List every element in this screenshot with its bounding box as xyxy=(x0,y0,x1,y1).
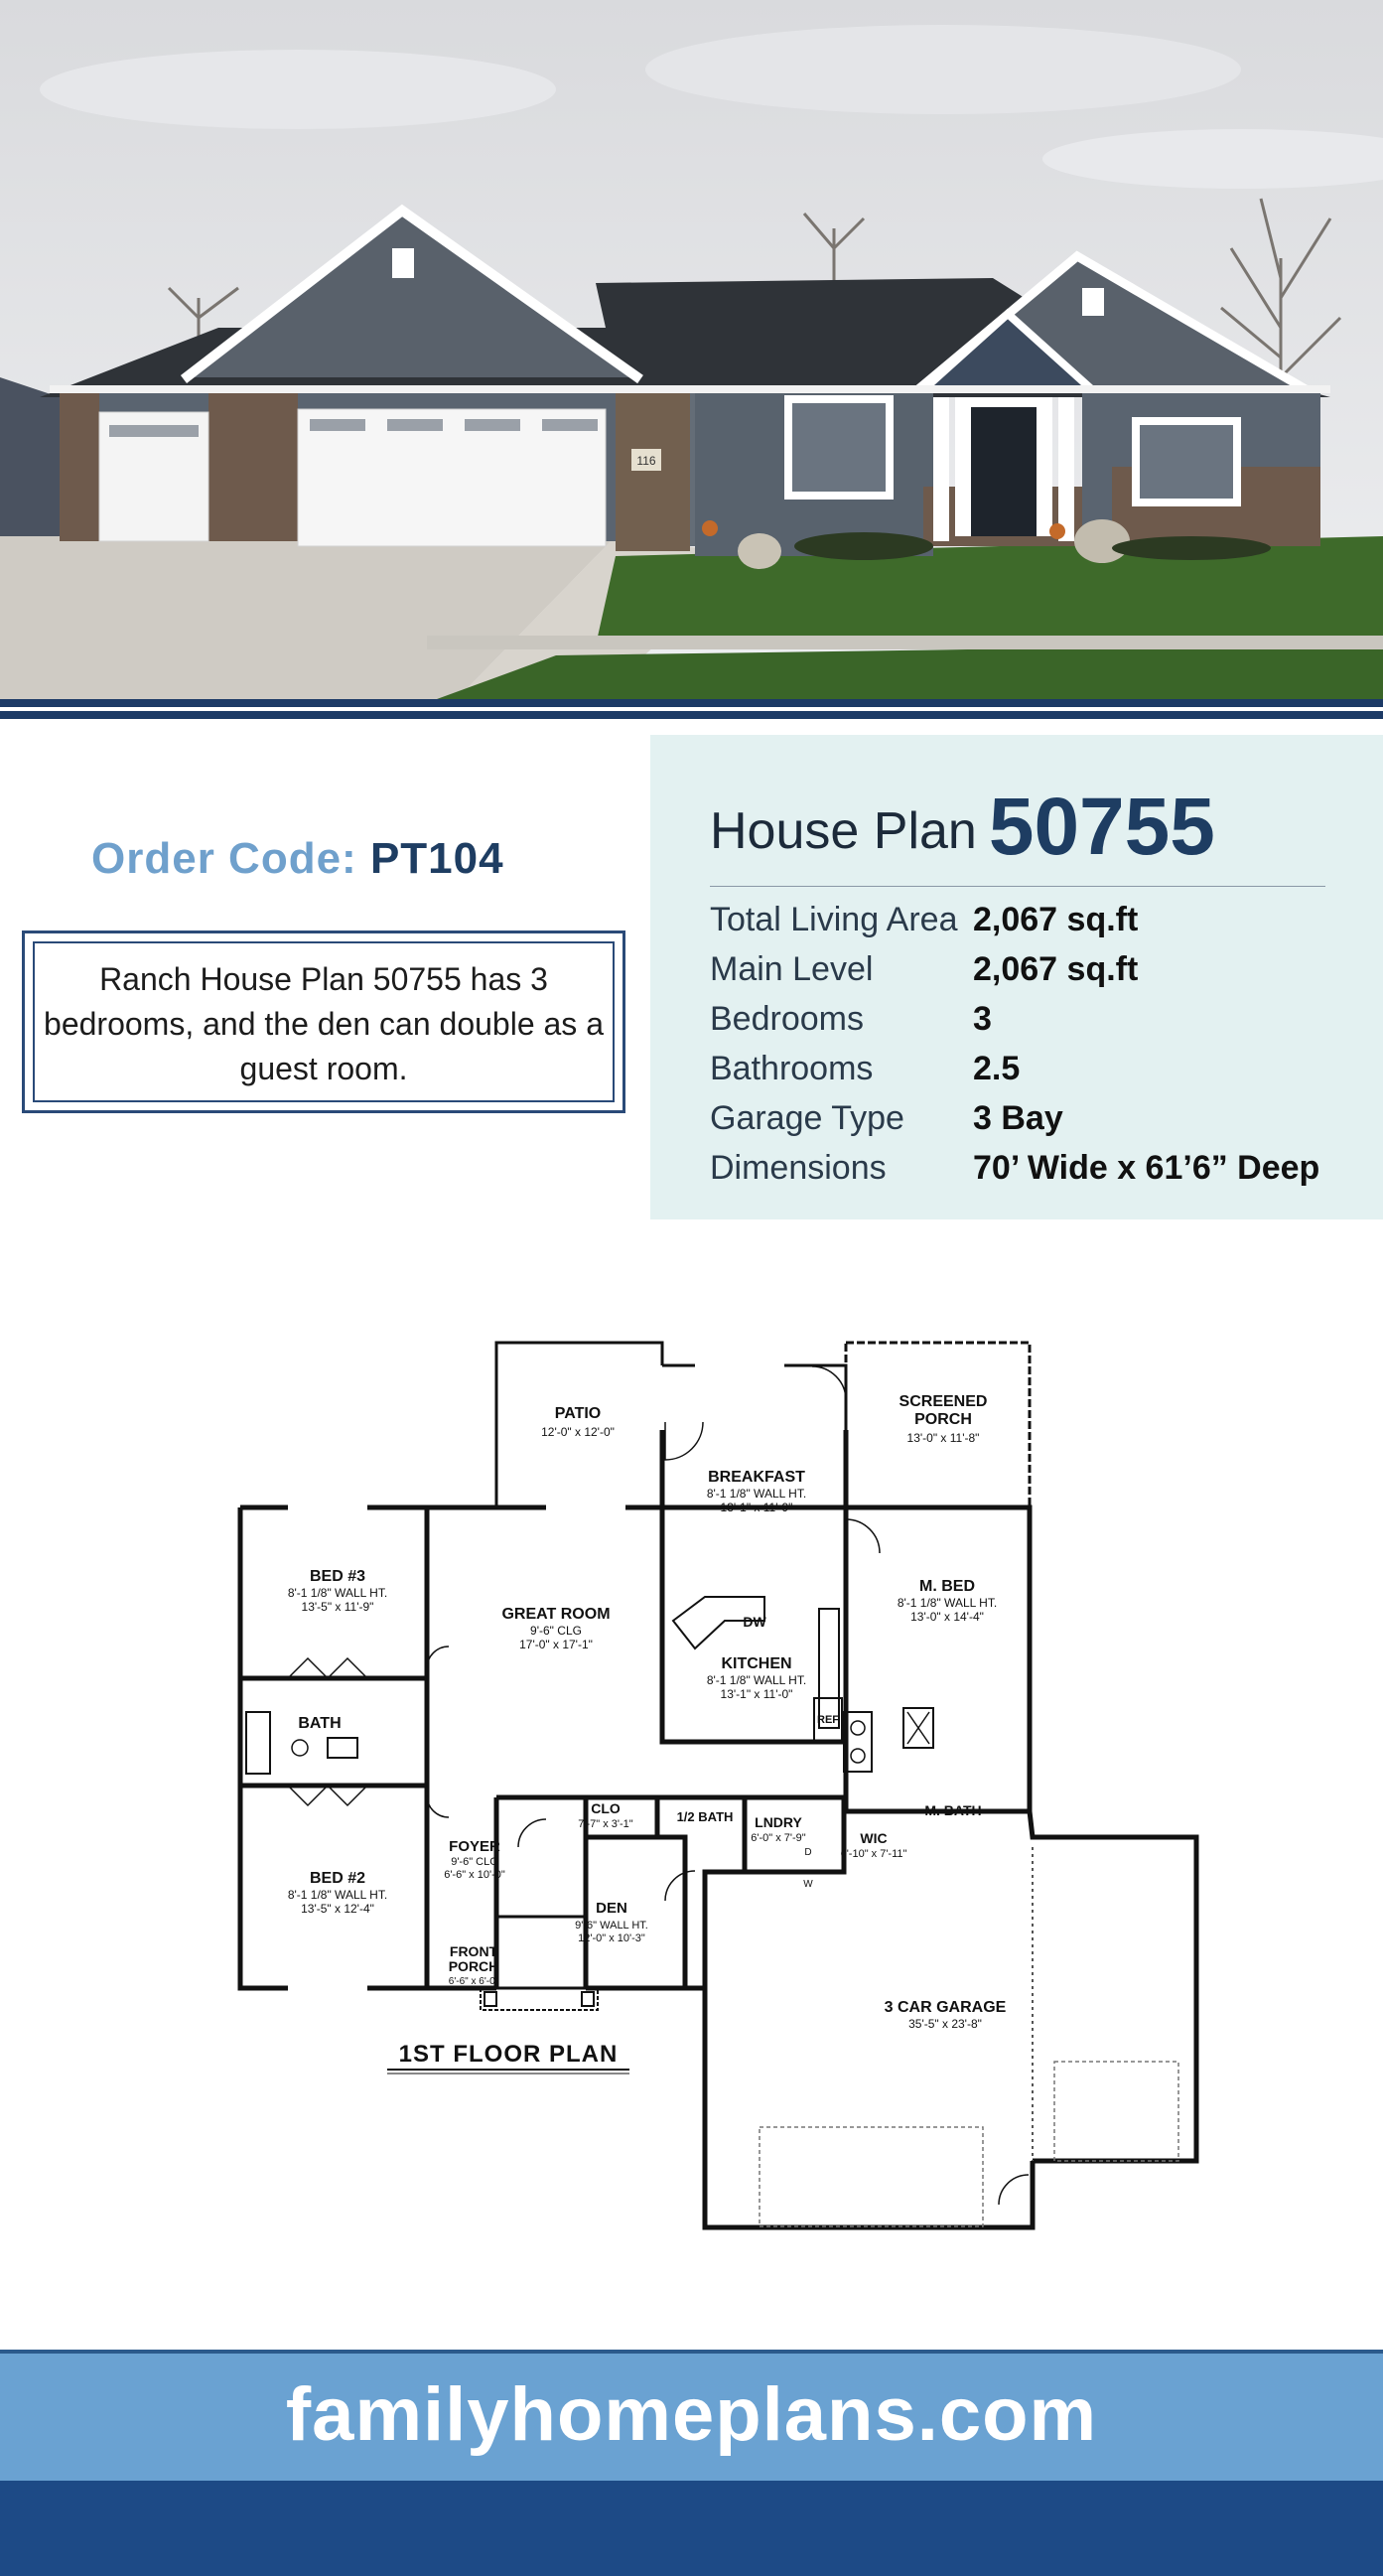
room-closet: CLO xyxy=(591,1800,621,1816)
plan-number: 50755 xyxy=(988,782,1215,872)
room-garage: 3 CAR GARAGE xyxy=(884,1999,1007,2016)
room-wic-dims: 6'-10" x 7'-11" xyxy=(840,1848,907,1860)
room-front-porch-2: PORCH xyxy=(448,1958,499,1974)
room-screened-porch-2: PORCH xyxy=(914,1411,972,1428)
room-screened-porch: SCREENED xyxy=(899,1393,988,1410)
room-den-ht: 9'-6" WALL HT. xyxy=(575,1920,648,1932)
order-code-value: PT104 xyxy=(369,834,504,883)
room-foyer: FOYER xyxy=(449,1838,500,1855)
room-breakfast-dims: 13'-1" x 11'-9" xyxy=(720,1501,793,1514)
room-master-bed-dims: 13'-0" x 14'-4" xyxy=(910,1610,984,1624)
order-code xyxy=(91,834,504,884)
room-closet-dims: 7'-7" x 3'-1" xyxy=(578,1818,633,1830)
room-foyer-dims: 6'-6" x 10'-0" xyxy=(444,1869,505,1881)
kitchen-ref: REF xyxy=(817,1714,839,1726)
room-screened-porch-dims: 13'-0" x 11'-8" xyxy=(906,1431,980,1445)
floor-plan xyxy=(228,1331,1201,2234)
spec-value: 70’ Wide x 61’6” Deep xyxy=(973,1149,1320,1187)
spec-label: Garage Type xyxy=(710,1099,904,1137)
room-breakfast-ht: 8'-1 1/8" WALL HT. xyxy=(706,1487,807,1501)
room-den: DEN xyxy=(596,1900,627,1917)
spec-row xyxy=(710,1050,1345,1097)
footer-banner xyxy=(0,2350,1383,2481)
room-great-room-dims: 17'-0" x 17'-1" xyxy=(519,1638,593,1651)
footer-divider xyxy=(0,2350,1383,2354)
laundry-washer: W xyxy=(803,1879,813,1890)
plan-title xyxy=(710,775,1215,872)
room-foyer-ht: 9'-6" CLG xyxy=(451,1856,498,1868)
spec-label: Bedrooms xyxy=(710,1000,864,1038)
room-great-room-ht: 9'-6" CLG xyxy=(530,1624,582,1638)
laundry-dryer: D xyxy=(804,1847,812,1858)
spec-label: Dimensions xyxy=(710,1149,887,1187)
room-front-porch: FRONT xyxy=(449,1943,498,1959)
spec-label: Total Living Area xyxy=(710,901,958,938)
room-bed2-dims: 13'-5" x 12'-4" xyxy=(301,1902,374,1916)
spec-row xyxy=(710,1149,1345,1197)
room-breakfast: BREAKFAST xyxy=(708,1469,805,1486)
spec-label: Bathrooms xyxy=(710,1050,874,1087)
kitchen-dw: DW xyxy=(743,1614,766,1630)
room-bed3-ht: 8'-1 1/8" WALL HT. xyxy=(287,1586,388,1600)
room-master-bed: M. BED xyxy=(919,1578,975,1595)
description-box xyxy=(22,930,625,1113)
room-bed3: BED #3 xyxy=(309,1568,366,1585)
site-name: familyhomeplans.com xyxy=(285,2372,1098,2457)
room-bed2: BED #2 xyxy=(309,1870,366,1887)
room-patio-dims: 12'-0" x 12'-0" xyxy=(541,1425,615,1439)
room-laundry: LNDRY xyxy=(755,1814,802,1830)
room-bed3-dims: 13'-5" x 11'-9" xyxy=(301,1600,374,1614)
spec-value: 3 xyxy=(973,1000,992,1038)
spec-row xyxy=(710,1099,1345,1147)
spec-value: 2,067 sq.ft xyxy=(973,901,1139,938)
room-bed2-ht: 8'-1 1/8" WALL HT. xyxy=(287,1888,388,1902)
spec-row xyxy=(710,901,1345,948)
room-den-dims: 12'-0" x 10'-3" xyxy=(578,1932,645,1944)
house-number-sign: 116 xyxy=(636,454,656,468)
spec-row xyxy=(710,950,1345,998)
room-great-room: GREAT ROOM xyxy=(501,1606,611,1623)
description-text: Ranch House Plan 50755 has 3 bedrooms, and the den can double as a guest room. xyxy=(44,961,604,1086)
spec-value: 2,067 sq.ft xyxy=(973,950,1139,988)
room-wic: WIC xyxy=(860,1830,888,1846)
room-half-bath: 1/2 BATH xyxy=(676,1809,734,1824)
footer-bar xyxy=(0,2481,1383,2576)
room-kitchen-dims: 13'-1" x 11'-0" xyxy=(720,1687,793,1701)
room-patio: PATIO xyxy=(554,1405,602,1422)
header-divider xyxy=(0,699,1383,721)
room-kitchen-ht: 8'-1 1/8" WALL HT. xyxy=(706,1673,807,1687)
room-garage-dims: 35'-5" x 23'-8" xyxy=(908,2017,982,2031)
room-laundry-dims: 6'-0" x 7'-9" xyxy=(751,1832,806,1844)
spec-label: Main Level xyxy=(710,950,874,988)
spec-value: 3 Bay xyxy=(973,1099,1063,1137)
room-front-porch-dims: 6'-6" x 6'-0" xyxy=(448,1976,499,1987)
divider xyxy=(710,886,1325,887)
room-master-bed-ht: 8'-1 1/8" WALL HT. xyxy=(897,1596,998,1610)
order-code-label: Order Code: xyxy=(91,834,357,883)
room-bath: BATH xyxy=(298,1715,342,1732)
spec-value: 2.5 xyxy=(973,1050,1021,1087)
plan-spec-panel xyxy=(650,735,1383,1219)
house-photo xyxy=(0,0,1383,699)
plan-title-label: House Plan xyxy=(710,802,977,860)
room-master-bath: M. BATH xyxy=(924,1802,982,1818)
room-kitchen: KITCHEN xyxy=(721,1655,792,1672)
spec-row xyxy=(710,1000,1345,1048)
floor-plan-caption: 1ST FLOOR PLAN xyxy=(398,2041,619,2068)
